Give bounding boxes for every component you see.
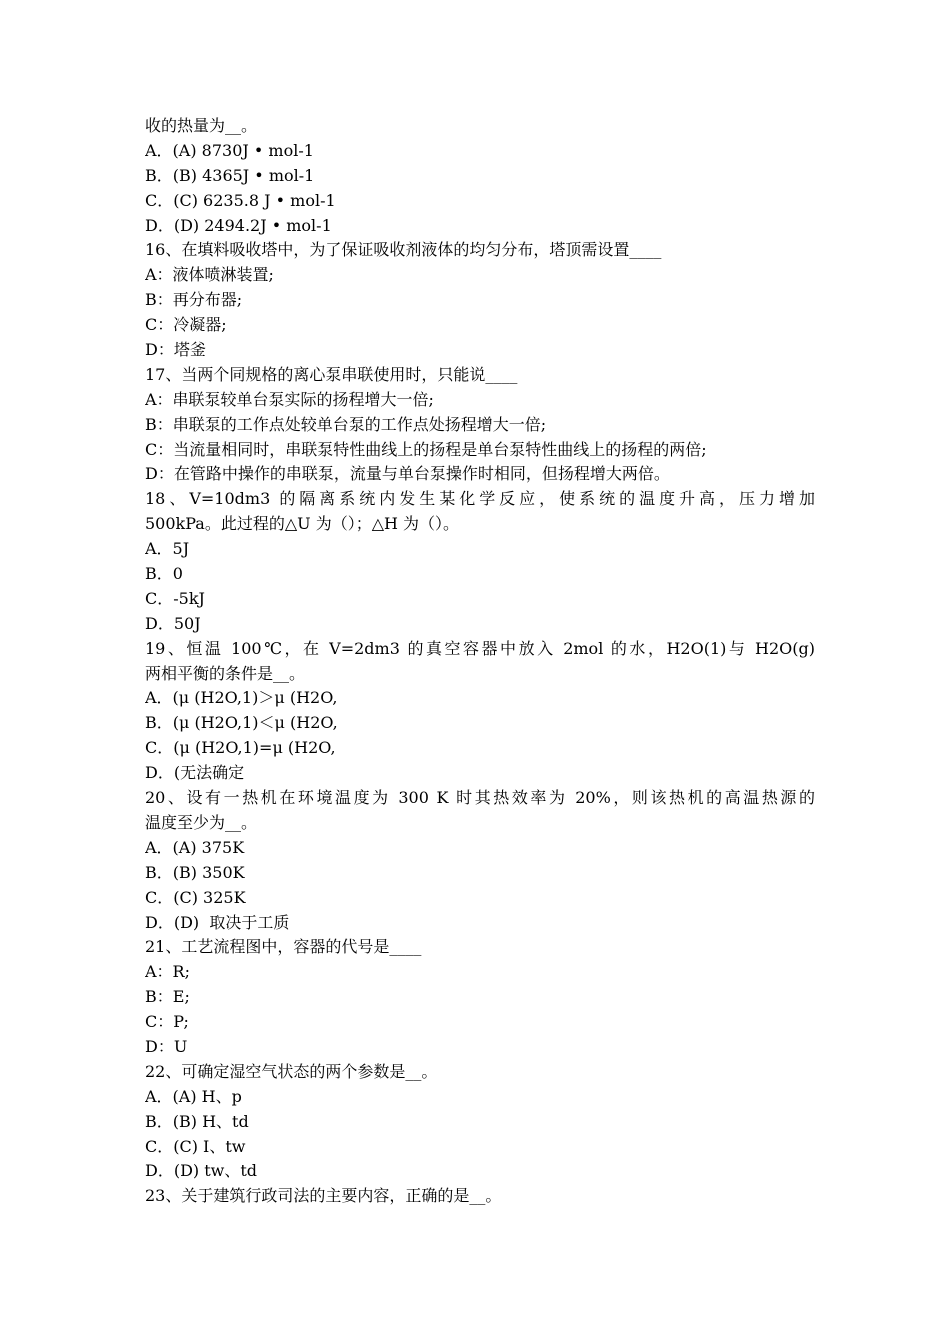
option-line: C．-5kJ — [145, 588, 205, 608]
question-20-continued: 温度至少为__。 — [145, 812, 258, 832]
option-line: D．(D) 取决于工质 — [145, 912, 290, 932]
question-19-continued: 两相平衡的条件是__。 — [145, 663, 306, 683]
option-line: B．(μ (H2O,1)＜μ (H2O, — [145, 713, 338, 733]
question-23: 23、关于建筑行政司法的主要内容，正确的是__。 — [145, 1186, 502, 1206]
option-line: C．(C) 6235.8 J • mol-1 — [145, 190, 336, 210]
option-line: B：串联泵的工作点处较单台泵的工作点处扬程增大一倍; — [145, 414, 547, 434]
option-line: C：P; — [145, 1012, 189, 1032]
text-line: 收的热量为__。 — [145, 116, 258, 135]
question-18-continued: 500kPa。此过程的△U 为（）；△H 为（）。 — [145, 514, 460, 534]
option-line: A：液体喷淋装置; — [145, 265, 274, 285]
option-line: A：R; — [145, 962, 190, 982]
question-18: 18、V=10dm3 的隔离系统内发生某化学反应，使系统的温度升高，压力增加 — [145, 489, 815, 509]
option-line: D．(无法确定 — [145, 763, 245, 783]
option-line: A．(A) H、p — [145, 1086, 242, 1106]
question-16: 16、在填料吸收塔中，为了保证吸收剂液体的均匀分布，塔顶需设置____ — [145, 240, 662, 260]
question-17: 17、当两个同规格的离心泵串联使用时，只能说____ — [145, 364, 518, 384]
option-line: C．(μ (H2O,1)=μ (H2O, — [145, 738, 336, 758]
option-line: B．(B) 4365J • mol-1 — [145, 165, 315, 185]
option-line: D：塔釜 — [145, 340, 206, 360]
option-line: A．5J — [145, 539, 190, 559]
option-line: A：串联泵较单台泵实际的扬程增大一倍; — [145, 389, 434, 409]
option-line: B：E; — [145, 987, 190, 1007]
option-line: C．(C) I、tw — [145, 1136, 246, 1156]
option-line: D．(D) tw、td — [145, 1161, 258, 1181]
option-line: D．(D) 2494.2J • mol-1 — [145, 215, 332, 235]
option-line: B．(B) H、td — [145, 1111, 249, 1131]
option-line: D：在管路中操作的串联泵，流量与单台泵操作时相同，但扬程增大两倍。 — [145, 464, 670, 484]
option-line: C：冷凝器; — [145, 315, 227, 335]
option-line: D：U — [145, 1036, 188, 1056]
option-line: C：当流量相同时，串联泵特性曲线上的扬程是单台泵特性曲线上的扬程的两倍; — [145, 439, 707, 459]
question-20: 20、设有一热机在环境温度为 300 K 时其热效率为 20%，则该热机的高温热源的 — [145, 788, 815, 808]
option-line: A．(μ (H2O,1)＞μ (H2O, — [145, 688, 338, 708]
option-line: C．(C) 325K — [145, 887, 246, 907]
document-body — [145, 114, 815, 1209]
option-line: B．(B) 350K — [145, 862, 245, 882]
question-21: 21、工艺流程图中，容器的代号是____ — [145, 937, 422, 957]
option-line: B：再分布器; — [145, 290, 243, 310]
question-22: 22、可确定湿空气状态的两个参数是__。 — [145, 1061, 438, 1081]
option-line: A．(A) 8730J • mol-1 — [145, 140, 314, 160]
option-line: A．(A) 375K — [145, 837, 245, 857]
question-19: 19、恒温 100℃，在 V=2dm3 的真空容器中放入 2mol 的水，H2O(1)与 H2O(g) — [145, 638, 815, 658]
option-line: D．50J — [145, 613, 201, 633]
option-line: B．0 — [145, 564, 183, 584]
